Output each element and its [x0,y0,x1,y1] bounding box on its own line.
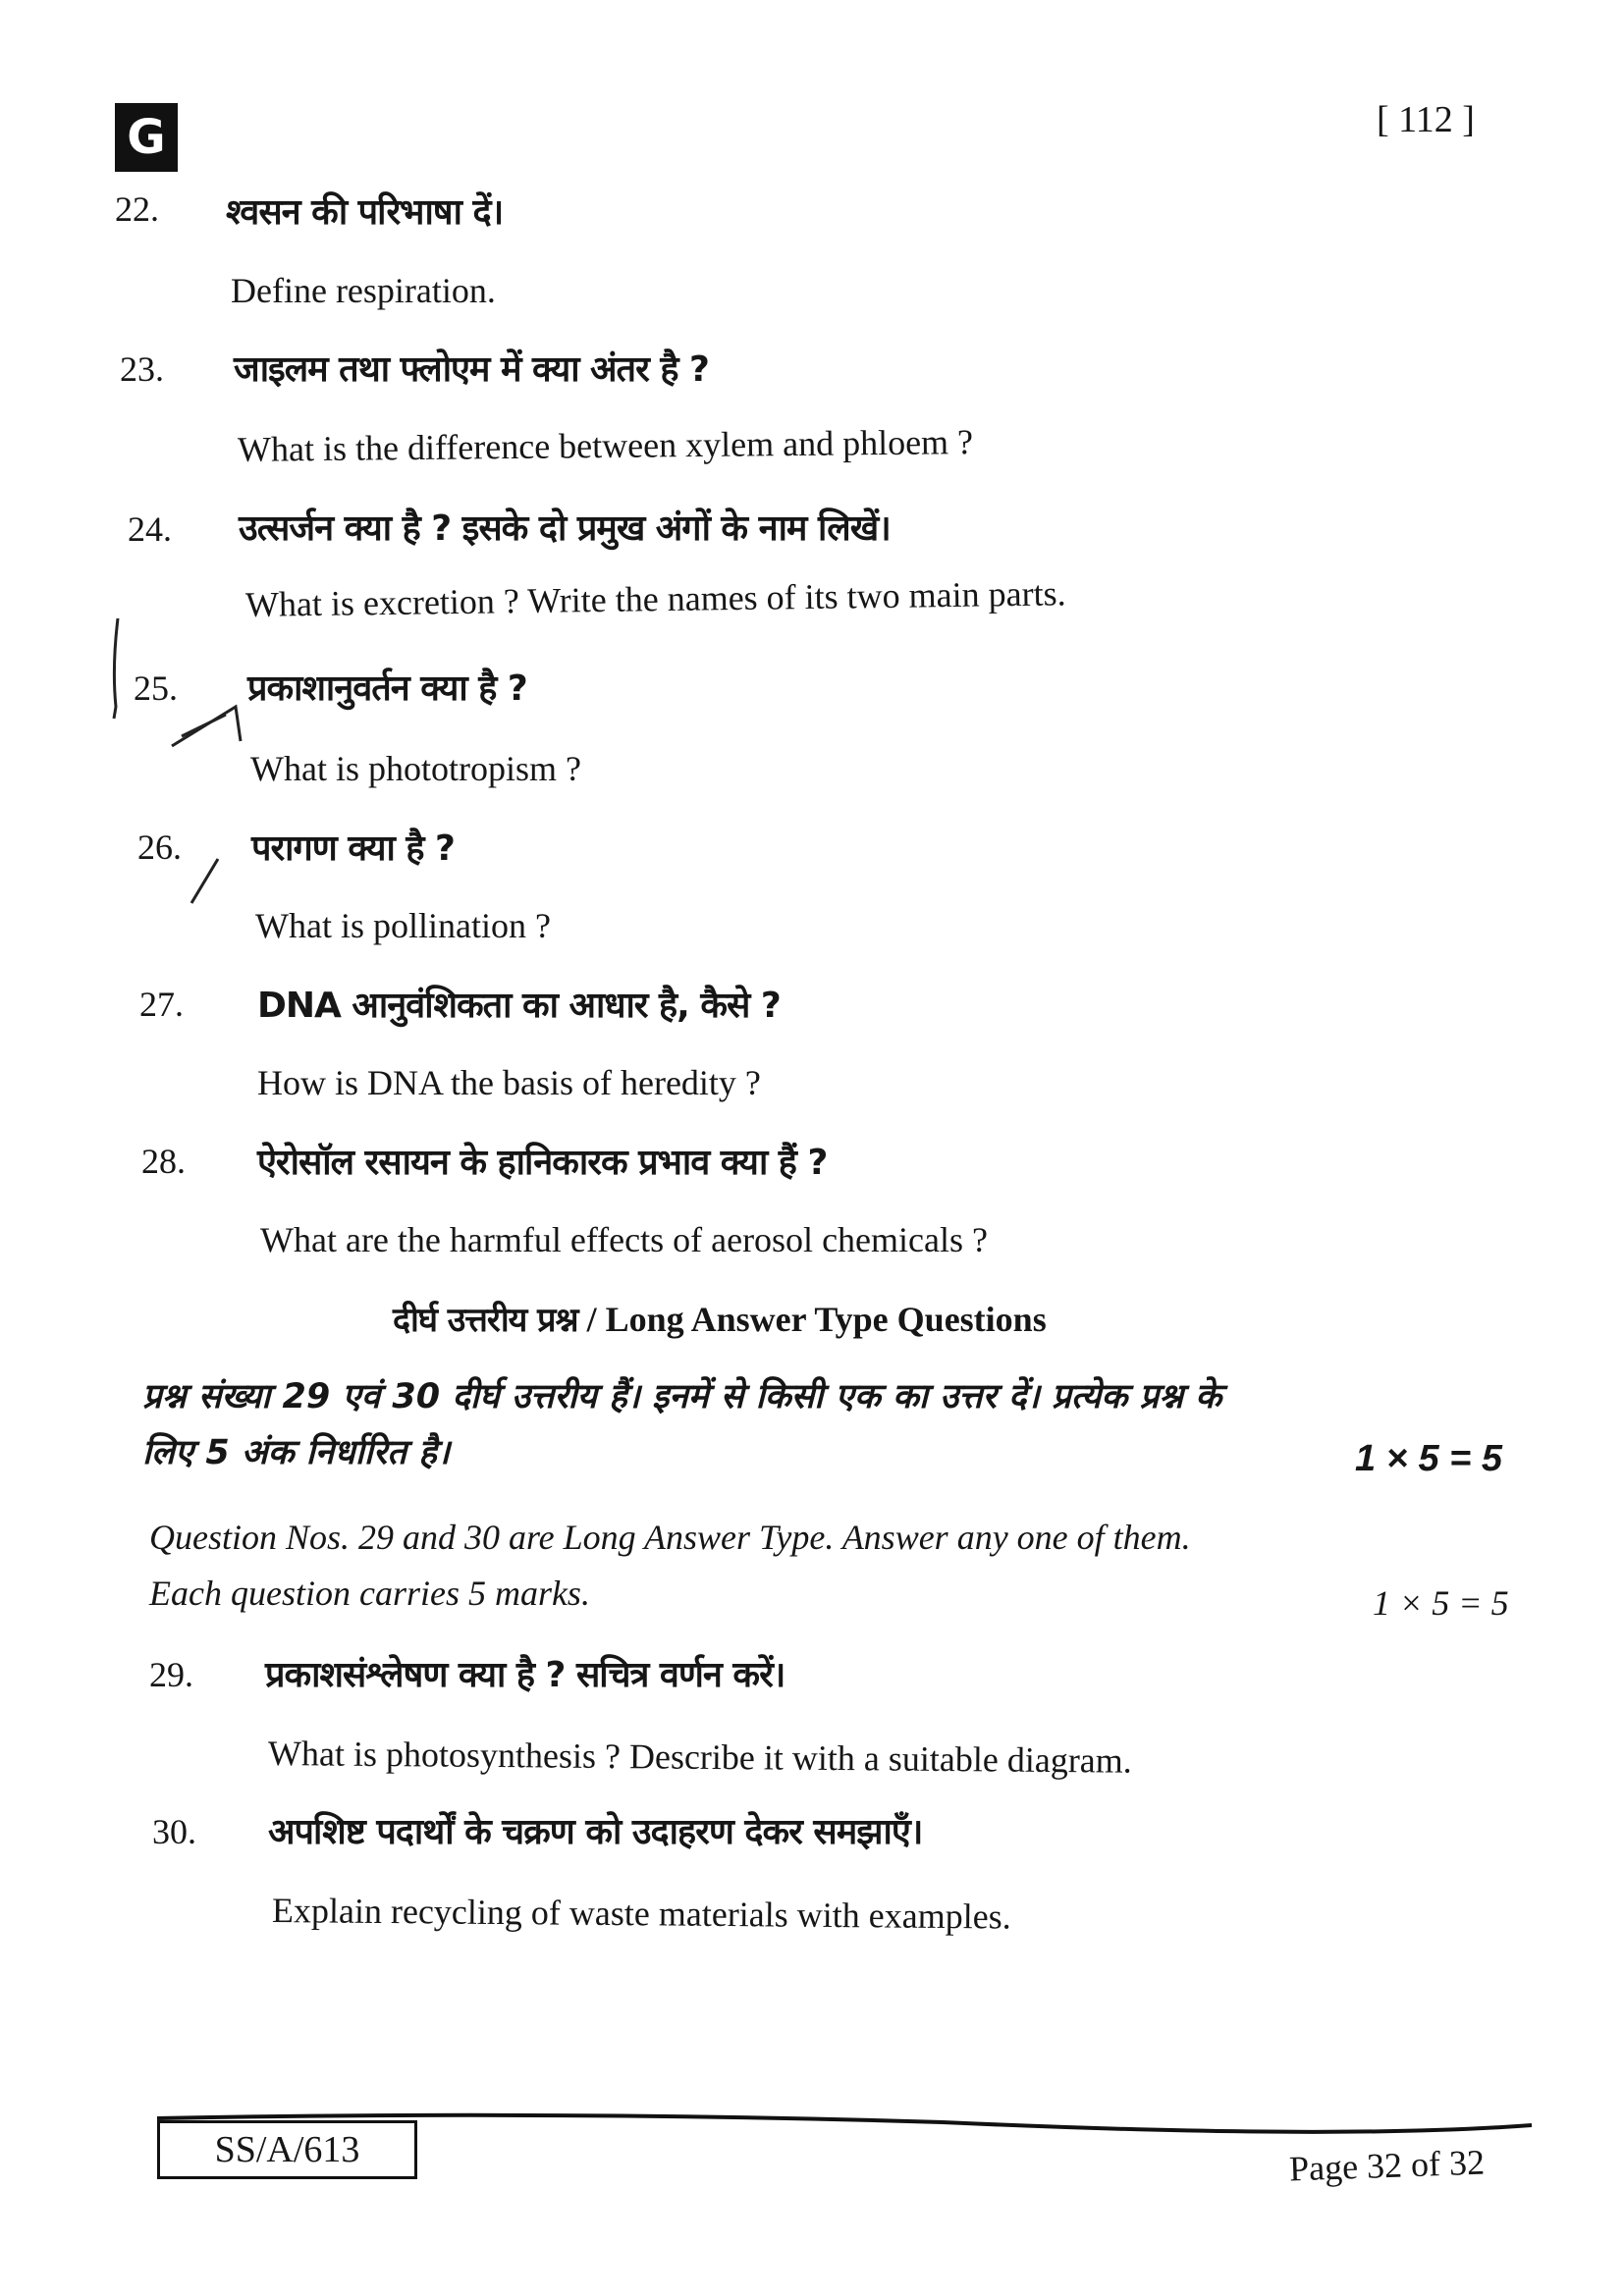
set-label: G [127,110,166,165]
question-english: How is DNA the basis of heredity ? [257,1063,761,1102]
question-hindi: परागण क्या है ? [251,828,455,869]
question-hindi: अपशिष्ट पदार्थों के चक्रण को उदाहरण देकर समझाएँ। [268,1812,923,1852]
question-number: 26. [137,828,182,867]
handwritten-tick-marks [98,609,255,1021]
instructions-english-line1: Question Nos. 29 and 30 are Long Answer Type. Answer any one of them. [149,1518,1191,1557]
question-english: What is phototropism ? [250,749,581,788]
paper-code: SS/A/613 [214,2129,360,2170]
question-hindi: प्रकाशसंश्लेषण क्या है ? सचित्र वर्णन करें। [265,1655,785,1695]
question-english: Explain recycling of waste materials with examples. [271,1891,1011,1937]
question-number: 22. [115,189,159,229]
question-number: 23. [120,349,164,389]
question-hindi: जाइलम तथा फ्लोएम में क्या अंतर है ? [234,349,709,390]
heading-separator: / [577,1300,606,1339]
question-number: 25. [134,668,178,708]
set-label-box [115,103,178,172]
question-hindi: DNA आनुवंशिकता का आधार है, कैसे ? [257,986,781,1026]
page-number: Page 32 of 32 [1288,2142,1486,2189]
question-english: What are the harmful effects of aerosol chemicals ? [260,1220,988,1259]
question-english: What is pollination ? [255,906,551,945]
question-english: What is photosynthesis ? Describe it with a suitable diagram. [267,1734,1132,1781]
question-number: 27. [139,985,184,1024]
question-english: What is the difference between xylem and phloem ? [237,422,974,469]
question-hindi: ऐरोसॉल रसायन के हानिकारक प्रभाव क्या हैं ? [257,1143,828,1183]
heading-hindi: दीर्घ उत्तरीय प्रश्न [393,1301,578,1340]
instructions-hindi-line2: लिए 5 अंक निर्धारित है। [142,1433,451,1472]
question-number: 24. [128,509,172,549]
instructions-hindi-line1: प्रश्न संख्या 29 एवं 30 दीर्घ उत्तरीय हैं। इनमें से किसी एक का उत्तर दें। प्रत्येक प्रश्न के [142,1377,1222,1416]
paper-code-box [157,2120,417,2179]
question-hindi: श्वसन की परिभाषा दें। [226,192,504,233]
instructions-english-line2: Each question carries 5 marks. [149,1574,590,1613]
question-hindi: प्रकाशानुवर्तन क्या है ? [247,668,527,709]
question-number: 29. [149,1655,193,1694]
question-number: 28. [141,1142,186,1181]
question-number: 30. [152,1812,196,1851]
question-hindi: उत्सर्जन क्या है ? इसके दो प्रमुख अंगों के नाम लिखें। [239,508,891,549]
section-heading [393,1296,1047,1341]
marks-english: 1 × 5 = 5 [1373,1583,1509,1623]
question-english: What is excretion ? Write the names of its two main parts. [244,573,1066,624]
page-code: [ 112 ] [1377,99,1475,140]
marks-hindi: 1 × 5 = 5 [1355,1438,1503,1479]
heading-english: Long Answer Type Questions [605,1300,1047,1339]
question-english: Define respiration. [231,271,496,310]
